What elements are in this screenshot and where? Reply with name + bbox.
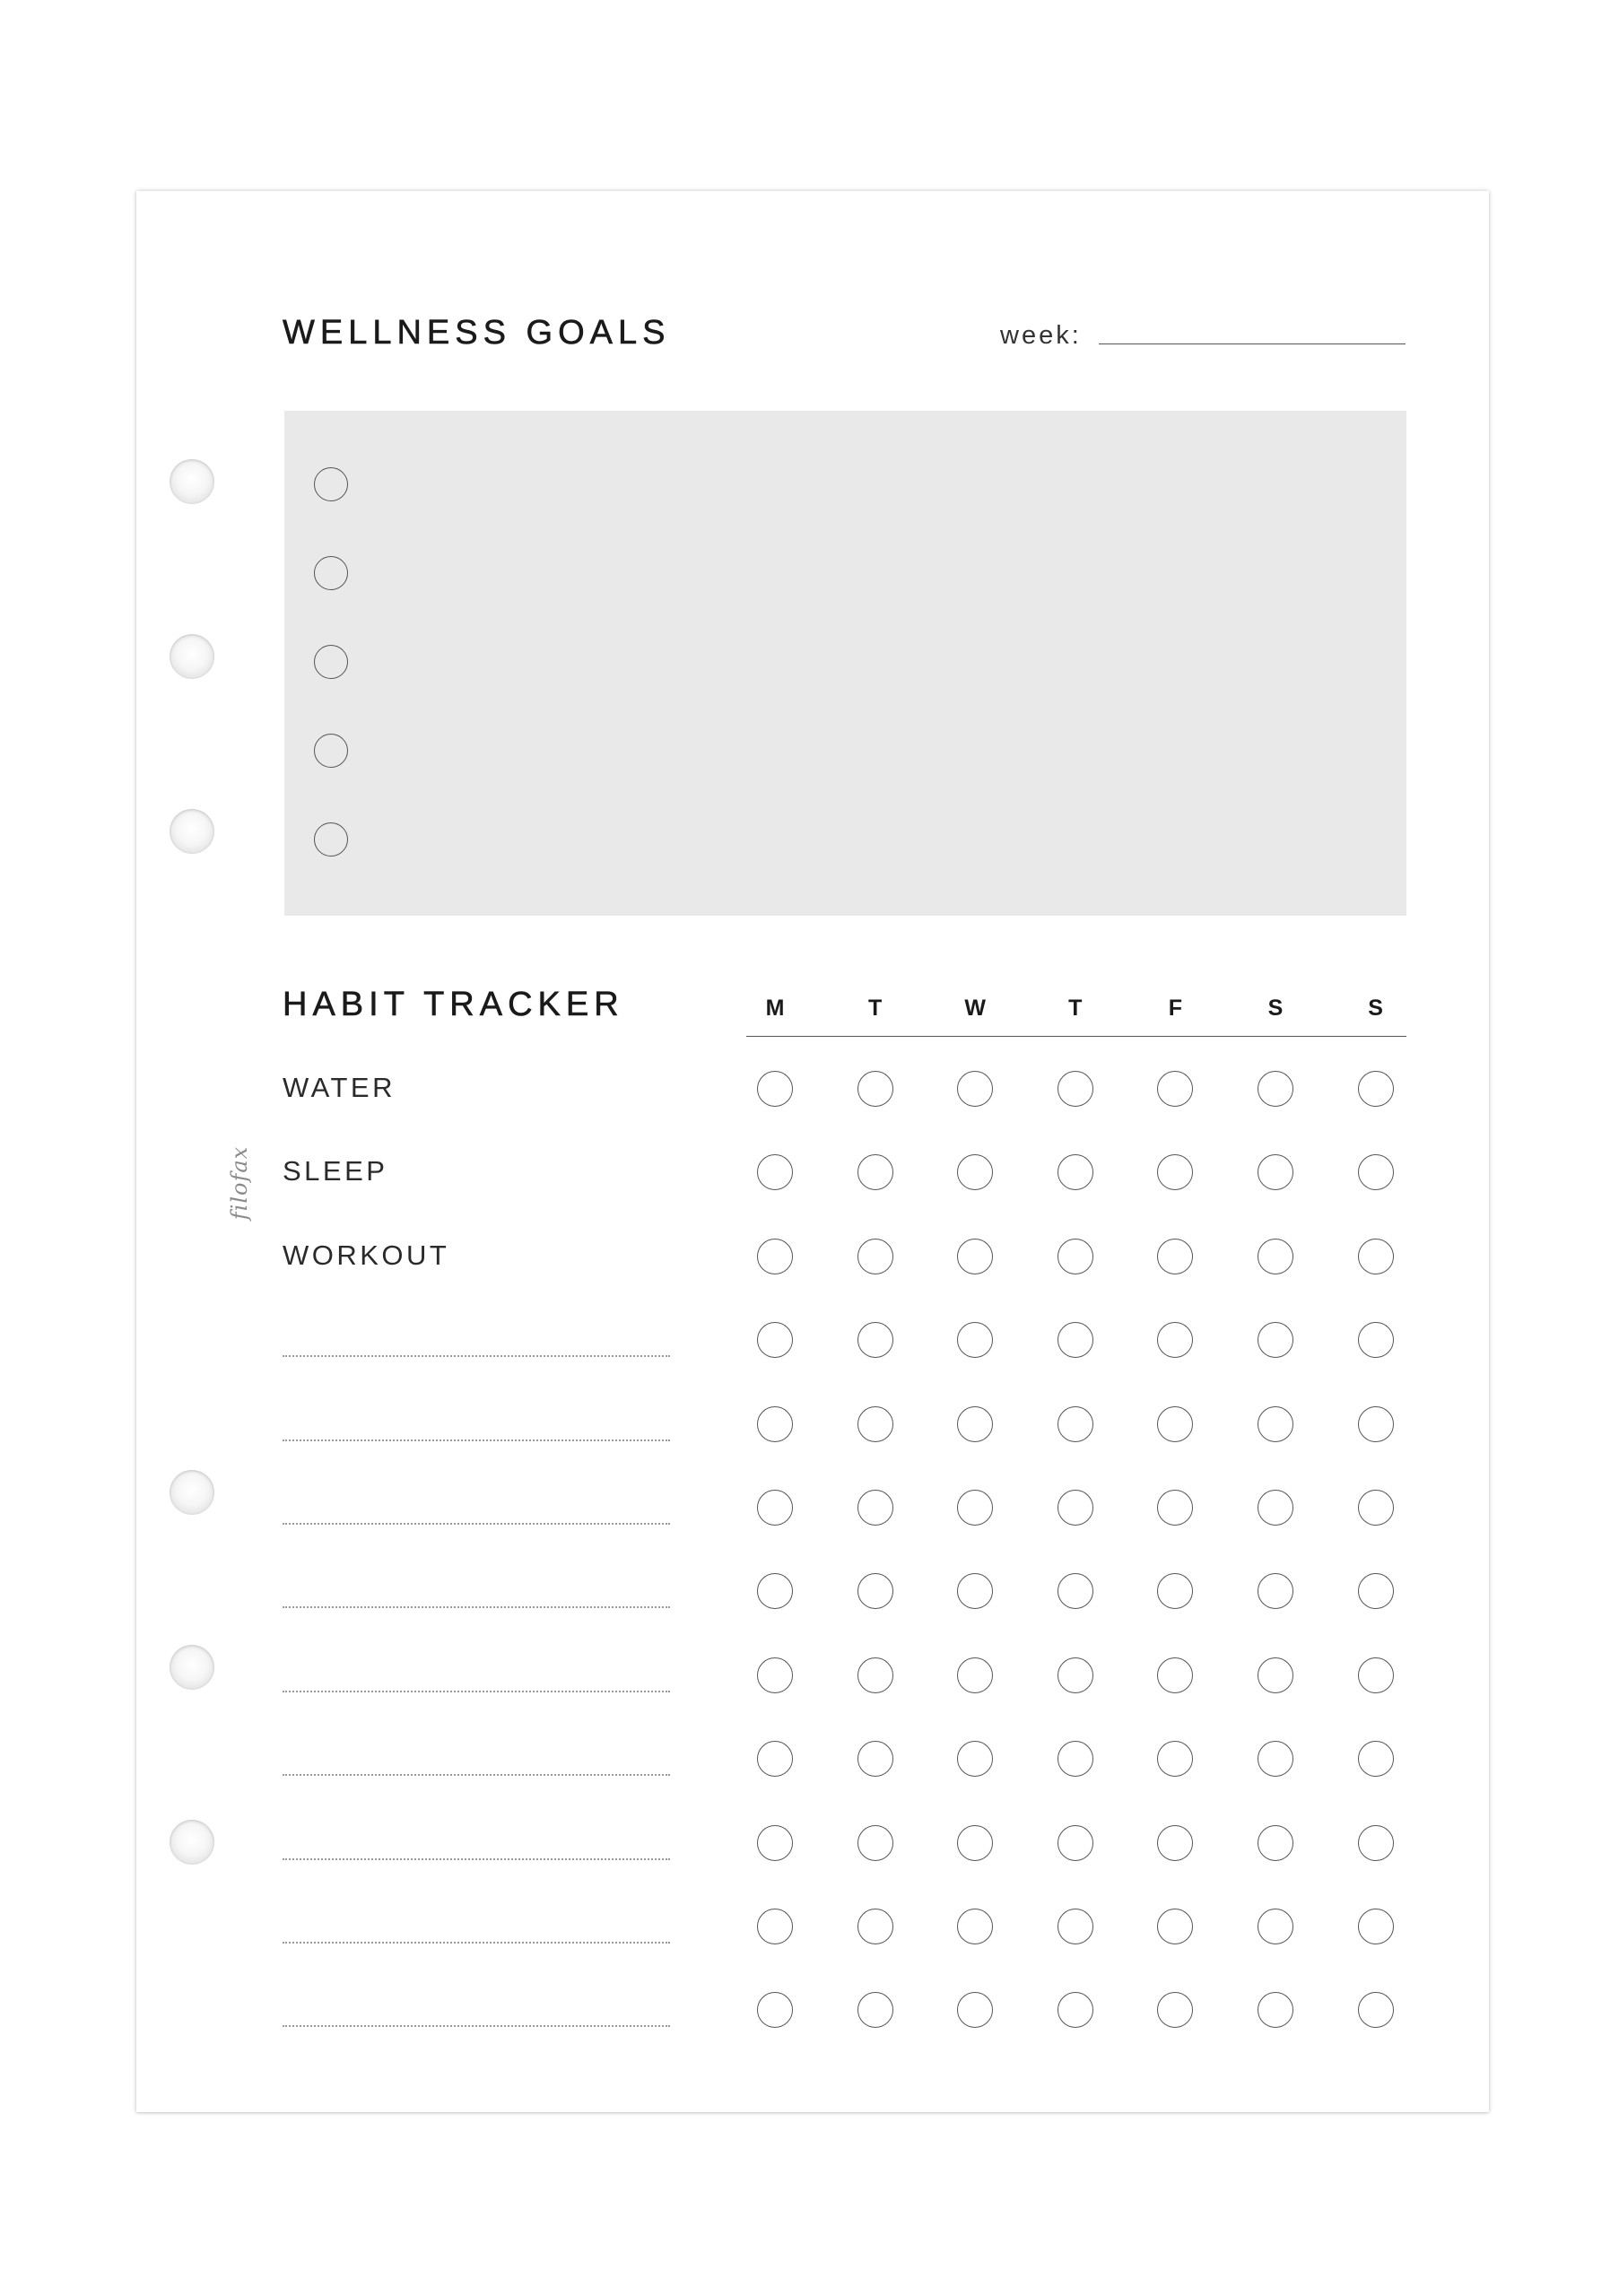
habit-day-checkbox[interactable] — [957, 1992, 993, 2028]
day-header: T — [867, 996, 883, 1021]
day-header: S — [1267, 996, 1284, 1021]
habit-day-checkbox[interactable] — [1358, 1490, 1394, 1526]
habit-day-checkbox[interactable] — [1258, 1657, 1293, 1693]
habit-day-checkbox[interactable] — [957, 1239, 993, 1274]
habit-day-checkbox[interactable] — [1358, 1657, 1394, 1693]
habit-day-checkbox[interactable] — [1058, 1741, 1093, 1777]
day-header: S — [1368, 996, 1383, 1021]
day-header: W — [964, 996, 986, 1021]
habit-blank-line[interactable] — [283, 1858, 670, 1860]
habit-day-checkbox[interactable] — [1358, 1825, 1394, 1861]
habit-day-checkbox[interactable] — [757, 1154, 793, 1190]
habit-day-checkbox[interactable] — [957, 1154, 993, 1190]
habit-day-checkbox[interactable] — [1058, 1322, 1093, 1358]
habit-day-checkbox[interactable] — [857, 1992, 893, 2028]
habit-day-checkbox[interactable] — [1058, 1825, 1093, 1861]
habit-day-checkbox[interactable] — [1157, 1741, 1193, 1777]
habit-blank-line[interactable] — [283, 1774, 670, 1776]
habit-day-checkbox[interactable] — [957, 1573, 993, 1609]
week-label: week: — [1000, 321, 1082, 350]
habit-day-checkbox[interactable] — [757, 1573, 793, 1609]
goal-checkbox[interactable] — [314, 556, 348, 590]
header-rule — [746, 1036, 1406, 1037]
habit-day-checkbox[interactable] — [1258, 1490, 1293, 1526]
habit-day-checkbox[interactable] — [857, 1657, 893, 1693]
goal-checkbox[interactable] — [314, 822, 348, 857]
habit-day-checkbox[interactable] — [1258, 1909, 1293, 1944]
day-header: F — [1168, 996, 1183, 1021]
habit-day-checkbox[interactable] — [757, 1909, 793, 1944]
habit-day-checkbox[interactable] — [1157, 1657, 1193, 1693]
habit-label: SLEEP — [283, 1155, 388, 1187]
habit-day-checkbox[interactable] — [1157, 1992, 1193, 2028]
planner-sheet — [136, 191, 1489, 2112]
habit-label: WORKOUT — [283, 1239, 450, 1271]
habit-day-checkbox[interactable] — [857, 1573, 893, 1609]
habit-day-checkbox[interactable] — [857, 1909, 893, 1944]
habit-day-checkbox[interactable] — [1358, 1741, 1394, 1777]
habit-day-checkbox[interactable] — [1157, 1154, 1193, 1190]
habit-day-checkbox[interactable] — [1058, 1909, 1093, 1944]
habit-day-checkbox[interactable] — [757, 1071, 793, 1107]
habit-day-checkbox[interactable] — [757, 1406, 793, 1442]
habit-day-checkbox[interactable] — [957, 1322, 993, 1358]
habit-day-checkbox[interactable] — [1258, 1322, 1293, 1358]
habit-day-checkbox[interactable] — [1157, 1825, 1193, 1861]
habit-day-checkbox[interactable] — [1157, 1071, 1193, 1107]
habit-day-checkbox[interactable] — [1258, 1825, 1293, 1861]
habit-day-checkbox[interactable] — [1058, 1992, 1093, 2028]
habit-day-checkbox[interactable] — [857, 1071, 893, 1107]
goal-checkbox[interactable] — [314, 734, 348, 768]
habit-day-checkbox[interactable] — [857, 1741, 893, 1777]
goals-box — [284, 411, 1406, 916]
brand-logo: filofax — [227, 1145, 252, 1221]
habit-day-checkbox[interactable] — [1358, 1322, 1394, 1358]
habit-day-checkbox[interactable] — [1058, 1657, 1093, 1693]
habit-day-checkbox[interactable] — [757, 1741, 793, 1777]
habit-day-checkbox[interactable] — [957, 1490, 993, 1526]
habit-day-checkbox[interactable] — [757, 1490, 793, 1526]
habit-blank-line[interactable] — [283, 1439, 670, 1441]
habit-tracker-title: HABIT TRACKER — [283, 986, 624, 1023]
habit-day-checkbox[interactable] — [1157, 1239, 1193, 1274]
day-header: M — [765, 996, 785, 1021]
goal-checkbox[interactable] — [314, 645, 348, 679]
habit-day-checkbox[interactable] — [957, 1657, 993, 1693]
goal-checkbox[interactable] — [314, 467, 348, 501]
habit-day-checkbox[interactable] — [757, 1825, 793, 1861]
habit-day-checkbox[interactable] — [1157, 1909, 1193, 1944]
habit-blank-line[interactable] — [283, 2025, 670, 2027]
habit-day-checkbox[interactable] — [1258, 1154, 1293, 1190]
habit-day-checkbox[interactable] — [1358, 1909, 1394, 1944]
habit-day-checkbox[interactable] — [957, 1825, 993, 1861]
punch-hole — [170, 809, 214, 854]
punch-hole — [170, 634, 214, 679]
habit-day-checkbox[interactable] — [757, 1322, 793, 1358]
habit-day-checkbox[interactable] — [1358, 1992, 1394, 2028]
habit-day-checkbox[interactable] — [857, 1322, 893, 1358]
habit-day-checkbox[interactable] — [1058, 1406, 1093, 1442]
habit-day-checkbox[interactable] — [1058, 1573, 1093, 1609]
habit-day-checkbox[interactable] — [1258, 1992, 1293, 2028]
habit-day-checkbox[interactable] — [857, 1825, 893, 1861]
habit-day-checkbox[interactable] — [1258, 1239, 1293, 1274]
habit-day-checkbox[interactable] — [1258, 1406, 1293, 1442]
habit-day-checkbox[interactable] — [1258, 1741, 1293, 1777]
habit-blank-line[interactable] — [283, 1523, 670, 1525]
habit-day-checkbox[interactable] — [1358, 1573, 1394, 1609]
habit-day-checkbox[interactable] — [1258, 1573, 1293, 1609]
wellness-goals-title: WELLNESS GOALS — [283, 314, 671, 352]
punch-hole — [170, 459, 214, 504]
habit-day-checkbox[interactable] — [1157, 1573, 1193, 1609]
habit-day-checkbox[interactable] — [1058, 1071, 1093, 1107]
habit-day-checkbox[interactable] — [957, 1071, 993, 1107]
habit-day-checkbox[interactable] — [857, 1490, 893, 1526]
habit-day-checkbox[interactable] — [757, 1992, 793, 2028]
habit-day-checkbox[interactable] — [1358, 1071, 1394, 1107]
habit-day-checkbox[interactable] — [1157, 1406, 1193, 1442]
habit-day-checkbox[interactable] — [957, 1406, 993, 1442]
habit-blank-line[interactable] — [283, 1942, 670, 1944]
habit-day-checkbox[interactable] — [1258, 1071, 1293, 1107]
punch-hole — [170, 1470, 214, 1515]
habit-day-checkbox[interactable] — [1157, 1490, 1193, 1526]
habit-blank-line[interactable] — [283, 1355, 670, 1357]
habit-day-checkbox[interactable] — [1358, 1154, 1394, 1190]
habit-day-checkbox[interactable] — [1058, 1154, 1093, 1190]
habit-day-checkbox[interactable] — [857, 1154, 893, 1190]
habit-day-checkbox[interactable] — [757, 1657, 793, 1693]
habit-blank-line[interactable] — [283, 1691, 670, 1692]
punch-hole — [170, 1645, 214, 1690]
habit-day-checkbox[interactable] — [857, 1239, 893, 1274]
habit-day-checkbox[interactable] — [1058, 1239, 1093, 1274]
habit-day-checkbox[interactable] — [1358, 1406, 1394, 1442]
habit-label: WATER — [283, 1072, 396, 1103]
day-header: T — [1068, 996, 1083, 1021]
habit-day-checkbox[interactable] — [757, 1239, 793, 1274]
habit-day-checkbox[interactable] — [957, 1909, 993, 1944]
habit-blank-line[interactable] — [283, 1606, 670, 1608]
habit-day-checkbox[interactable] — [1058, 1490, 1093, 1526]
punch-hole — [170, 1820, 214, 1865]
habit-day-checkbox[interactable] — [1358, 1239, 1394, 1274]
habit-day-checkbox[interactable] — [957, 1741, 993, 1777]
habit-day-checkbox[interactable] — [1157, 1322, 1193, 1358]
habit-day-checkbox[interactable] — [857, 1406, 893, 1442]
